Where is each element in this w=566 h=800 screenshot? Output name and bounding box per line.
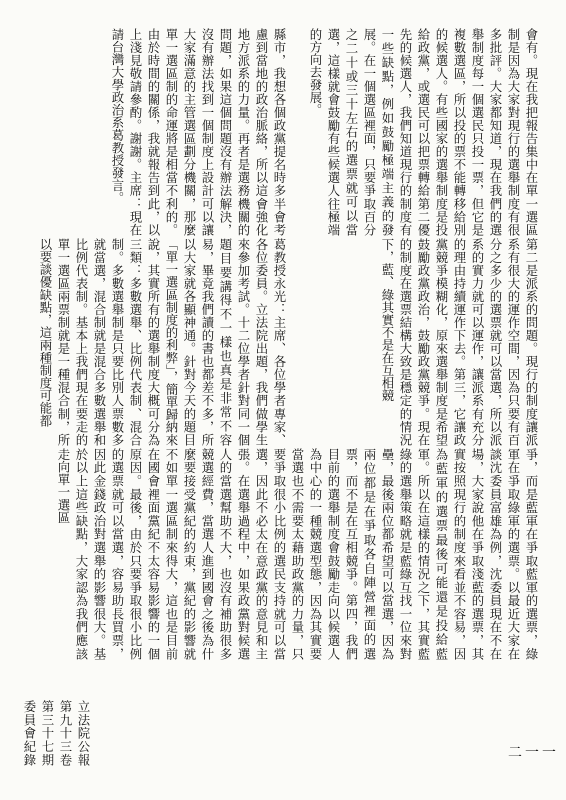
page-number: 二一一 [508, 745, 559, 761]
text-block-low-left [44, 448, 288, 660]
text-block-top-right [296, 28, 540, 236]
paragraph: 縣市，我想各個政黨提名時多半會考慮到當地的政治脈絡，所以這會強化地方派系的力量。再者是選務機關的問題，如果這個問題沒有辦法解決，沒有辦法找到一個制度上設計可以讓大家滿意的主管選區劃分機關，那麼單一選區制的命運將是相當不利的。由於時間的關係，我就報告到此，以上淺見敬請參酌。謝謝。主席：現在請台灣大學政治系葛教授發言。 [110, 28, 287, 236]
paragraph: 葛教授永光：主席、各位學者專家、各位委員。立法院出題，我們做學生來參加考試。十二位學者針對同一個題目要講得不一樣也真是非常不容易，畢竟我們讀的書也都差不多，所以大家就各顯神通。針對今天的題目「單一選區制度的利弊」，簡單歸納來說，其實所有的選舉制度大概可分為三類：多數選舉、比例代表制、混合制。多數選舉制是只要比別人票數多就當選，混合制就是混合多數選舉和比例代表制。基本上我們現在要走的單一選區兩票制就是一種混合制，所以要談優缺點，這兩種制度可能都 [38, 238, 287, 446]
paragraph: 爭，而是藍軍在爭取藍軍的選票，綠軍在爭取綠軍的選票。以最近大家在談沈委員富雄為例，沈委員現在不在場，大家說他在爭取淺藍的選票，其實按照現行的制度來看並不容易，因為藍軍的選票最後可能還是投給藍軍。所以在這樣的情況之下，其實藍綠的選舉策略就是藍綠互找一位來對壘，最後兩位都希望可以當選，因為兩位都是在爭取各自陣營裡面的選票，而不是在互相競爭。第四，我們目前的選舉制度會鼓勵走向以候選人為中心的一種競選型態，因為其實要當選也不需要太藉助政黨的力量，只要爭取很小比例的選民支持就可以當選，因此不必太在意政黨的意見和主張。在選舉過程中，如果政黨對候選人的當選幫助不大，也沒有補助很多競選經費，當選人進到國會之後為什麼要接受黨紀的約束，黨紀的影響就不如單一選區制來得大，這也是目前在國會裡面黨紀不太容易影響的一個原因。最後，由於只要爭取很小比例的選票就可以當選，容易助長買票，因此金錢政治對選舉的影響很大。基於以上這些缺點，大家認為我們應該走向單一選區 [56, 448, 539, 660]
text-block-mid-left [38, 238, 288, 446]
text-block-top-left [44, 28, 288, 236]
paragraph: 第二是派系的問題。現行的制度讓派系有很大的運作空間，因為只要有百分之多少的選票就可以當選，所以派系的實力就可以運作，讓派系有充分的理由持續運作下去。第三，它讓政黨競爭模糊化，原來選舉制度是希望鼓勵政黨政治，鼓勵政黨競爭。現在的制度在選票結構大致是穩定的情況下，藍、綠其實不是在互相競 [380, 238, 539, 446]
text-block-mid-right [296, 238, 540, 446]
paragraph: 會有。現在我把報告集中在單一選區制是因為大家對現行的選舉制度有很多批評。大家都知道，現在我們的選舉制度每一個選民只投一票，但它是複數選區，所以投的票不能轉移給別的候選人。有些國家的選舉制度是投給政黨，或選民可以把票轉給第二優先的候選人，我們知道現行的制度有一些缺點，例如鼓勵極端主義的發展。在一個選區裡面，只要爭取百分之二十或三十左右的選票就可以當選，這樣就會鼓勵有些候選人往極端的方向去發展。 [308, 28, 539, 236]
journal-footer: 立法院公報 第九十三卷 第三十七期 委員會紀錄 [22, 700, 91, 781]
text-block-low-right [56, 448, 540, 660]
